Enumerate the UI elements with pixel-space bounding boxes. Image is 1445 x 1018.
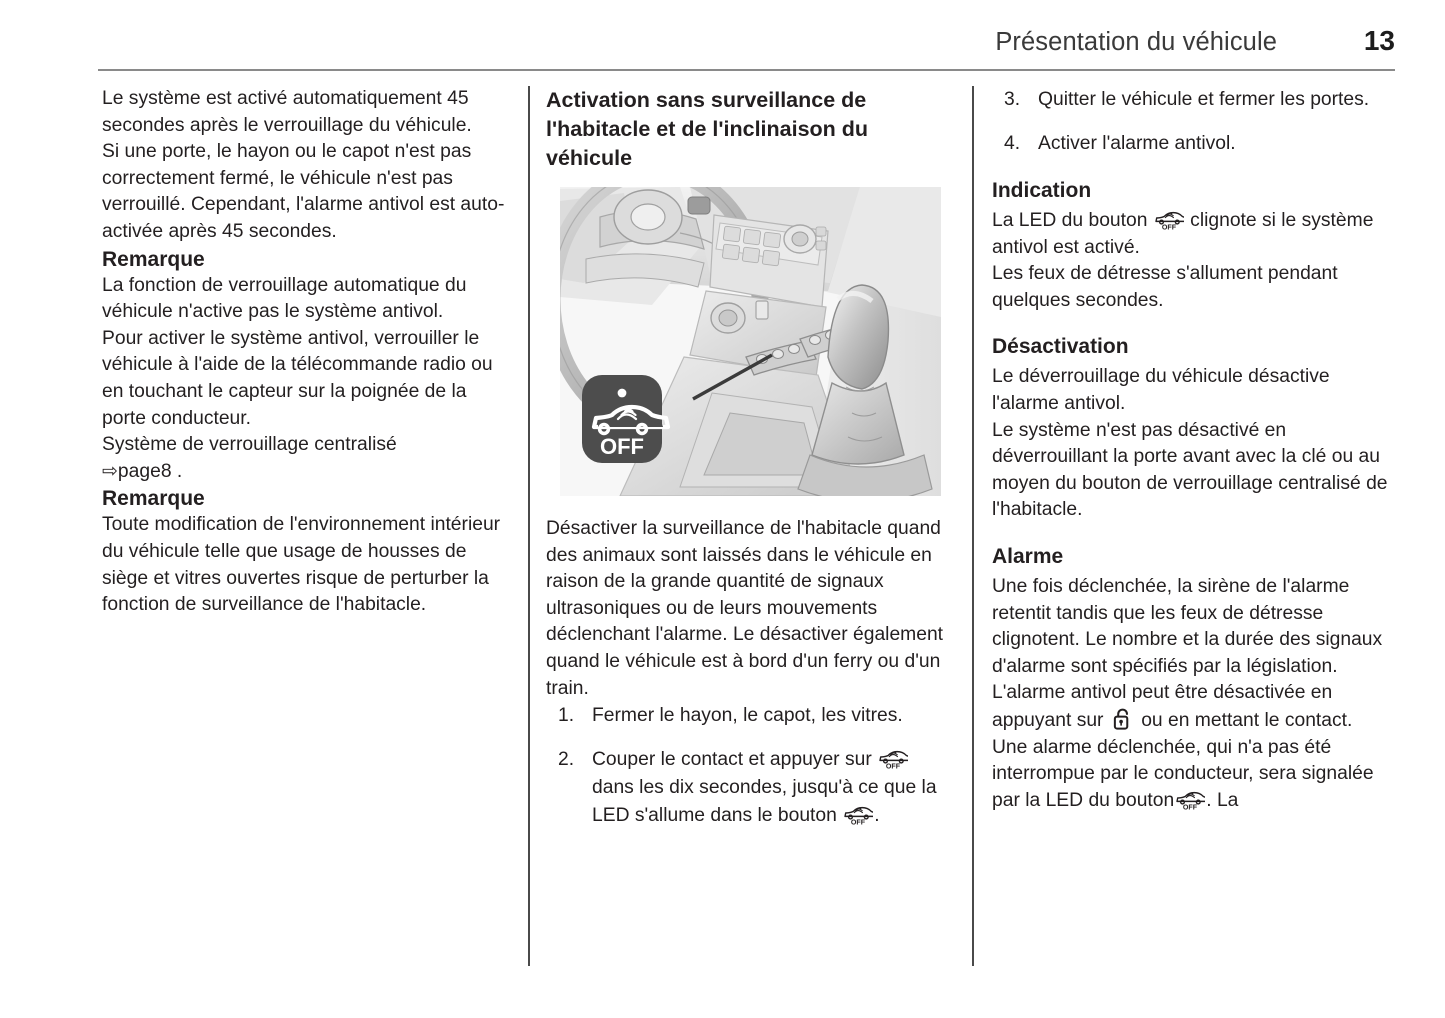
indication-text-a: La LED du bouton: [992, 210, 1148, 231]
svg-text:OFF: OFF: [1183, 802, 1198, 810]
paragraph-siren-behaviour: Une fois déclenchée, la sirène de l'alarme retentit tandis que les feux de détresse clignotent. Le nombre et la durée des signaux d'alarme sont spécifiés par la législation.: [992, 575, 1383, 677]
paragraph-deactivate-with-unlock: [992, 680, 1398, 734]
activation-steps-list: [546, 702, 952, 830]
paragraph-not-deactivated-by-key: Le système n'est pas désactivé en déverrouillant la porte avant avec la clé ou au moyen du bouton de verrouillage centralisé de l'habitacle.: [992, 419, 1388, 521]
paragraph-auto-lock-function: La fonction de verrouillage automatique du véhicule n'active pas le système antivol.: [102, 274, 467, 323]
unlock-icon: [1112, 707, 1133, 732]
alarme-text-a: L'alarme antivol peut être désactivée en appuyant sur: [992, 682, 1333, 731]
alarme-text-d: . La: [1206, 789, 1239, 811]
paragraph-indication-led: [992, 208, 1398, 261]
heading-alarme: Alarme: [992, 544, 1064, 568]
list-item-step-2: [546, 746, 952, 830]
car-ultrasonic-off-icon: [1154, 209, 1184, 230]
heading-activation-sans-surveillance: Activation sans surveillance de l'habitacle et de l'inclinaison du véhicule: [546, 88, 869, 170]
crossref-target[interactable]: page8 .: [117, 460, 183, 482]
heading-remarque-1: Remarque: [102, 247, 205, 271]
column-3: [992, 86, 1398, 814]
paragraph-uninterrupted-alarm: [992, 735, 1398, 815]
crossref-label: Système de verrouillage centralisé: [102, 434, 397, 456]
step-text-end: .: [874, 805, 880, 827]
paragraph-door-not-closed: Si une porte, le hayon ou le capot n'est pas correctement fermé, le véhicule n'est pas verrouillé. Cependant, l'alarme antivol est auto-activée après 45 secondes.: [102, 141, 505, 242]
car-ultrasonic-off-icon: [1175, 789, 1205, 810]
column-2: [546, 86, 952, 846]
car-ultrasonic-off-icon: [878, 748, 908, 769]
page-title: Présentation du véhicule: [995, 28, 1277, 56]
heading-indication: Indication: [992, 179, 1092, 202]
paragraph-unlock-deactivates: Le déverrouillage du véhicule désactive l'alarme antivol.: [992, 366, 1330, 414]
alarme-text-b: ou en mettant le contact.: [1141, 709, 1353, 731]
step-number: 4.: [1004, 133, 1021, 154]
list-item-step-4: [992, 130, 1398, 158]
crossref-central-locking: [102, 432, 508, 485]
paragraph-hazard-lights: Les feux de détresse s'allument pendant quelques secondes.: [992, 263, 1338, 311]
svg-text:OFF: OFF: [886, 762, 901, 770]
paragraph-interior-modification: Toute modification de l'environnement intérieur du véhicule telle que usage de housses de siège et vitres ouvertes risque de perturber la fonction de surveillance de l'habitacle.: [102, 514, 501, 616]
step-number: 1.: [558, 705, 575, 727]
column-divider-1: [528, 86, 530, 966]
center-console-figure: [560, 187, 941, 496]
svg-text:OFF: OFF: [1161, 223, 1176, 230]
step-number: 3.: [1004, 89, 1021, 110]
list-item-step-1: [546, 702, 952, 730]
header-divider-rule: [98, 69, 1395, 71]
indication-text-b: clignote si le système antivol est activé.: [992, 210, 1374, 258]
paragraph-deactivate-monitoring: Désactiver la surveillance de l'habitacle quand des animaux sont laissés dans le véhicule en raison de la grande quantité de signaux ultrasoniques ou de leurs mouvements déclenchant l'alarme. Le désactiver également quand le véhicule est à bord d'un ferry ou d'un train.: [546, 518, 944, 699]
step-text: Quitter le véhicule et fermer les portes.: [1038, 89, 1370, 110]
step-text-after: dans les dix secondes, jusqu'à ce que la LED s'allume dans le bouton: [592, 777, 937, 827]
paragraph-activation-procedure: Pour activer le système antivol, verrouiller le véhicule à l'aide de la télécommande radio ou en touchant le capteur sur la poignée de la porte conducteur.: [102, 327, 493, 429]
center-console-illustration: [560, 187, 941, 496]
page-header: [98, 25, 1395, 70]
crossref-arrow-icon: ⇨: [102, 460, 118, 482]
page-number: 13: [1363, 25, 1395, 56]
callout-off-label: OFF: [600, 434, 644, 459]
column-1: [102, 86, 508, 619]
heading-remarque-2: Remarque: [102, 487, 205, 511]
callout-caroff-button: [582, 375, 668, 463]
column-divider-2: [972, 86, 974, 966]
step-text: Fermer le hayon, le capot, les vitres.: [592, 705, 903, 727]
svg-text:OFF: OFF: [851, 818, 866, 826]
activation-steps-list-continued: [992, 86, 1398, 158]
paragraph-auto-activation: Le système est activé automatiquement 45 secondes après le verrouillage du véhicule.: [102, 88, 472, 136]
alarme-text-c: Une alarme déclenchée, qui n'a pas été interrompue par le conducteur, sera signalée par la LED du bouton: [992, 736, 1374, 811]
step-text-before: Couper le contact et appuyer sur: [592, 749, 872, 771]
step-number: 2.: [558, 749, 575, 771]
heading-desactivation: Désactivation: [992, 335, 1129, 359]
car-ultrasonic-off-icon: [843, 804, 873, 825]
list-item-step-3: [992, 86, 1398, 114]
step-text: Activer l'alarme antivol.: [1038, 133, 1236, 154]
